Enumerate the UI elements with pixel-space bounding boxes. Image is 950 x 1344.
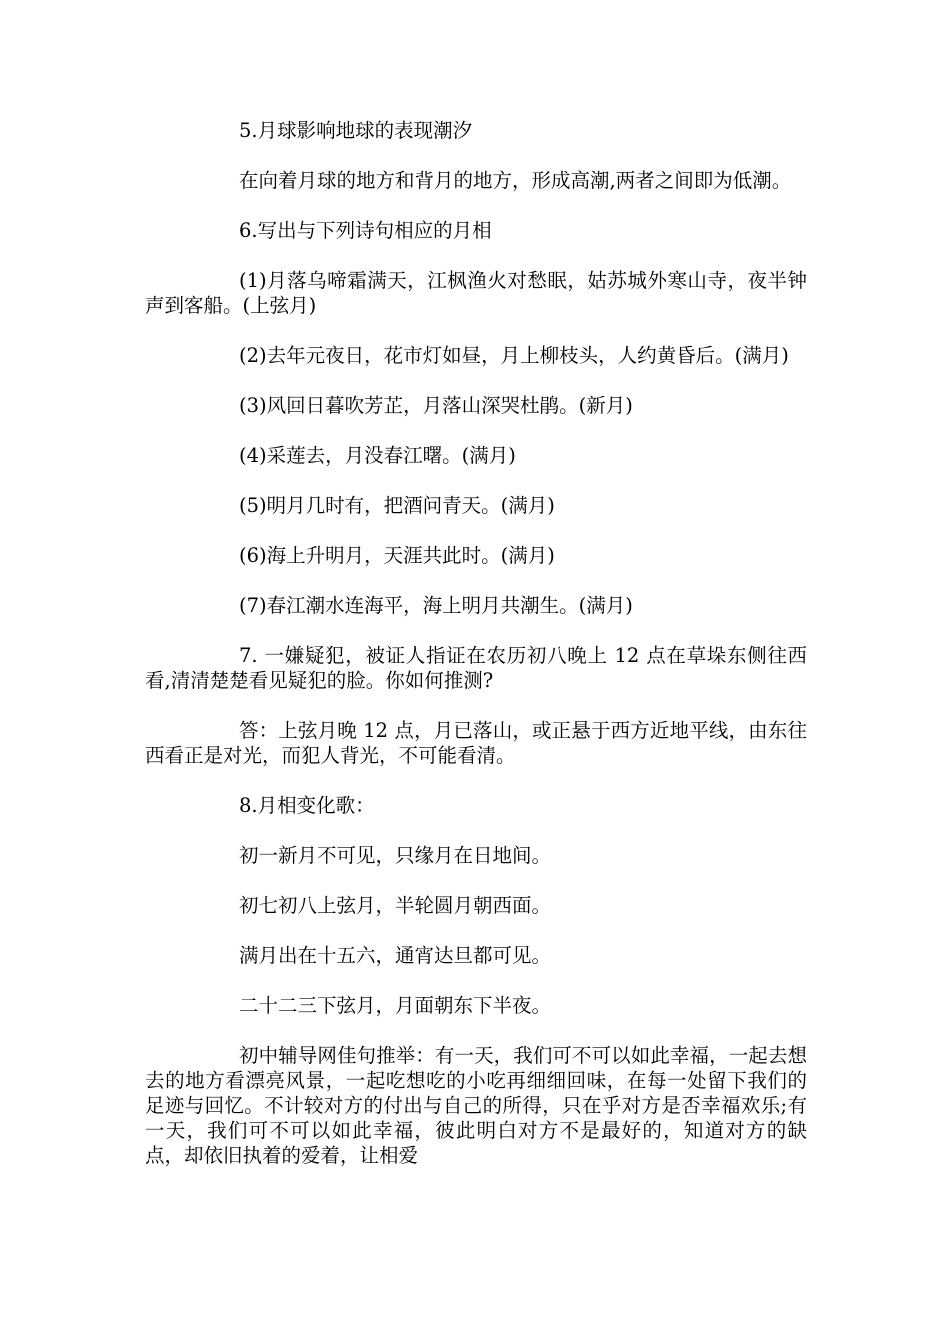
heading-moon-phases-poems: 6.写出与下列诗句相应的月相	[239, 219, 492, 242]
poem-item-5: (5)明月几时有，把酒问青天。(满月)	[239, 494, 555, 517]
poem-item-7: (7)春江潮水连海平，海上明月共潮生。(满月)	[239, 594, 633, 617]
song-line-1: 初一新月不可见，只缘月在日地间。	[239, 844, 552, 867]
paragraph-tides-answer: 在向着月球的地方和背月的地方，形成高潮,两者之间即为低潮。	[239, 169, 792, 192]
poem-item-4: (4)采莲去，月没春江曙。(满月)	[239, 444, 516, 467]
heading-tides: 5.月球影响地球的表现潮汐	[239, 119, 473, 142]
answer-7: 答：上弦月晚 12 点，月已落山，或正悬于西方近地平线，由东往西看正是对光，而犯人背光，不可能看清。	[145, 719, 807, 767]
poem-item-6: (6)海上升明月，天涯共此时。(满月)	[239, 544, 555, 567]
song-line-2: 初七初八上弦月，半轮圆月朝西面。	[239, 894, 552, 917]
poem-item-3: (3)风回日暮吹芳芷，月落山深哭杜鹃。(新月)	[239, 394, 633, 417]
recommended-passage: 初中辅导网佳句推举：有一天，我们可不可以如此幸福，一起去想去的地方看漂亮风景，一起吃想吃的小吃再细细回味，在每一处留下我们的足迹与回忆。不计较对方的付出与自己的所得，只在乎对方是否幸福欢乐;有一天，我们可不可以如此幸福，彼此明白对方不是最好的，知道对方的缺点，却依旧执着的爱着，让相爱	[145, 1044, 807, 1167]
poem-item-2: (2)去年元夜日，花市灯如昼，月上柳枝头，人约黄昏后。(满月)	[239, 344, 789, 367]
document-page	[145, 118, 807, 1168]
song-line-4: 二十二三下弦月，月面朝东下半夜。	[239, 994, 552, 1017]
song-line-3: 满月出在十五六，通宵达旦都可见。	[239, 944, 552, 967]
heading-moon-phase-song: 8.月相变化歌：	[239, 794, 375, 817]
question-7: 7. 一嫌疑犯，被证人指证在农历初八晚上 12 点在草垛东侧往西看,清清楚楚看见疑犯的脸。你如何推测?	[145, 644, 807, 692]
poem-item-1: (1)月落乌啼霜满天，江枫渔火对愁眠，姑苏城外寒山寺，夜半钟声到客船。(上弦月)	[145, 269, 807, 317]
